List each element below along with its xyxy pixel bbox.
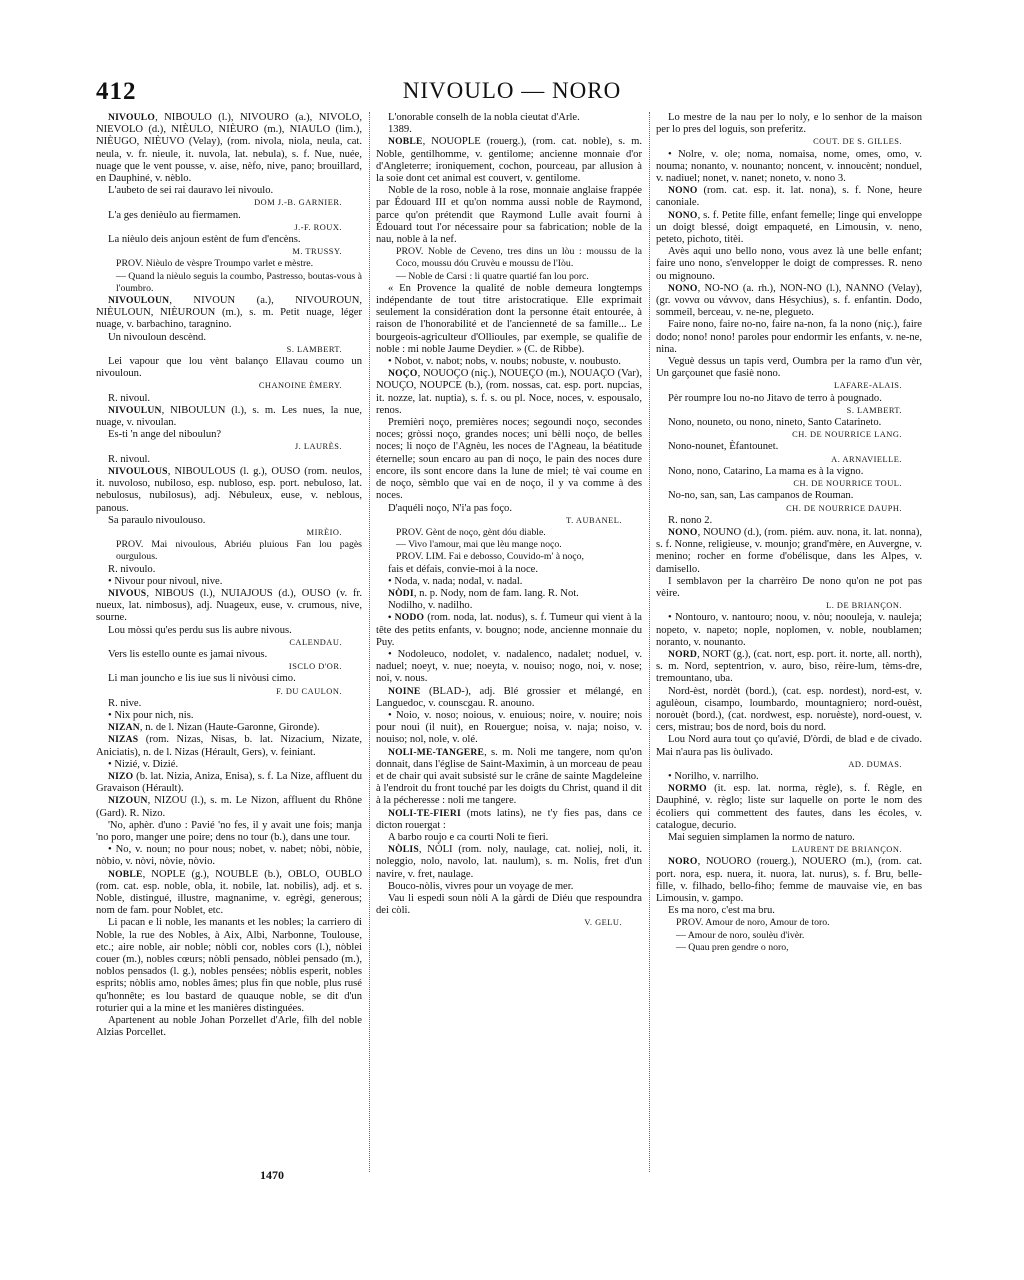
entry-paragraph: • Norilho, v. narrilho. bbox=[668, 770, 759, 782]
entry-paragraph: Nono, nono, Catarino, La mama es à la vigno. bbox=[668, 465, 864, 477]
entry-paragraph: Nono-nounet, Èfantounet. bbox=[668, 441, 779, 453]
entry-paragraph: Apartenent au noble Johan Porzellet d'Arle, filh del noble Alzias Porcellet. bbox=[96, 1015, 362, 1039]
entry-paragraph: NORO, NOUORO (rouerg.), NOUERO (m.), (rom. cat. port. nora, esp. nuera, it. nuora, lat. nurus), s. f. Bru, belle-fille, v. filhado, bello-fiho; femme de mauvaise vie, en bas Limousin, v. gampo. bbox=[656, 856, 922, 904]
entry-paragraph: NIVOULOUS, NIBOULOUS (l. g.), OUSO (rom. neulos, it. nuvoloso, nubiloso, esp. nubloso, esp. port. nebuloso, lat. nebulosus, nubilosus), adj. Nébuleux, euse, v. neblous, panous. bbox=[96, 465, 362, 514]
entry-paragraph: Es-ti 'n ange del niboulun? bbox=[108, 429, 222, 441]
page-header bbox=[96, 78, 928, 110]
entry-paragraph: • Noio, v. noso; noious, v. enuious; noire, v. nouire; nois pour noui (il nuit), en Rouergue; noisa, v. naja; noiso, v. nouiso; nol, nole, v. olé. bbox=[376, 709, 642, 746]
entry-paragraph: L'aubeto de sei rai dauravo lei nivoulo. bbox=[108, 185, 274, 197]
entry-paragraph: — Vivo l'amour, mai que lèu mange noço. bbox=[396, 539, 562, 551]
entry-paragraph: NONO, NO-NO (a. rh.), NON-NO (l.), NANNO (Velay), (gr. νοννα ou νάννον, dans Hésychius), s. f. enfantin. Dodo, sommeil, berceau, v. ne-ne, plegueto. bbox=[656, 282, 922, 319]
entry-paragraph: Vau li espedi soun nòli A la gàrdi de Diéu que respoundra dei còli. bbox=[376, 893, 642, 917]
entry-paragraph: CHANOINE ÈMERY. bbox=[258, 381, 342, 391]
entry-paragraph: LAURENT DE BRIANÇON. bbox=[791, 845, 902, 855]
entry-paragraph: NIZAS (rom. Nizas, Nisas, b. lat. Nizacium, Nizate, Aniciatis), n. de l. Nizas (Hérault, Gers), v. feiniant. bbox=[96, 734, 362, 758]
entry-paragraph: NORD, NORT (g.), (cat. nort, esp. port. it. norte, all. north), s. m. Nord, septentrion, v. auro, biso, rèire-lum, tèms-dre, tremountano, uba. bbox=[656, 648, 922, 685]
entry-paragraph: Sa paraulo nivoulouso. bbox=[108, 514, 206, 526]
entry-paragraph: L'onorable conselh de la nobla cieutat d'Arle. bbox=[388, 112, 580, 123]
entry-paragraph: Faire nono, faire no-no, faire na-non, fa la nono (niç.), faire dodo; nono! nono! paroles pour endormir les enfants, v. ne-ne, nina. bbox=[656, 319, 922, 355]
entry-paragraph: Lou mòssi qu'es perdu sus lis aubre nivous. bbox=[108, 624, 292, 636]
entry-paragraph: J. LAURÈS. bbox=[294, 442, 342, 452]
entry-paragraph: NOBLE, NOPLE (g.), NOUBLE (b.), OBLO, OUBLO (rom. cat. esp. noble, obla, it. nobile, lat. nobilis), adj. et s. Noble, distingué, illustre, magnanime, v. egrègi, generous; nom de fam. pour Noblet, etc. bbox=[96, 868, 362, 917]
entry-paragraph: I semblavon per la charrèiro De nono qu'on ne pot pas vèire. bbox=[656, 575, 922, 599]
entry-paragraph: • Nodoleuco, nodolet, v. nadalenco, nadalet; noduel, v. naduel; noeyt, v. nue; noeyta, v. nouiso; nogo, noi, v. nose; noi, v. nous. bbox=[376, 648, 642, 685]
entry-paragraph: NIZOUN, NIZOU (l.), s. m. Le Nizon, affluent du Rhône (Gard). R. Nizo. bbox=[96, 795, 362, 819]
entry-paragraph: PROV. Mai nivoulous, Abriéu pluious Fan lou pagès ourgulous. bbox=[116, 539, 362, 563]
entry-paragraph: R. nivoul. bbox=[108, 453, 151, 465]
entry-paragraph: • Nizié, v. Dizié. bbox=[108, 758, 179, 770]
entry-paragraph: COUT. DE S. GILLES. bbox=[813, 137, 902, 147]
entry-paragraph: • Nix pour nich, nis. bbox=[108, 709, 194, 721]
entry-paragraph: • Nontouro, v. nantouro; noou, v. nòu; noouleja, v. nauleja; nopeto, v. napeto; nople, noplomen, v. noble, noublamen; noranto, v. nounanto. bbox=[656, 612, 922, 648]
entry-paragraph: Mai seguien simplamen la normo de naturo. bbox=[668, 831, 855, 843]
entry-paragraph: Pèr roumpre lou no-no Jitavo de terro à pougnado. bbox=[668, 392, 882, 404]
entry-paragraph: Li pacan e li noble, les manants et les nobles; la carriero di Noble, la rue des Nobles, à Aix, Albi, Narbonne, Toulouse, etc.; aire noble, air noble; nòbli cor, nobles cors (l.), nòblei couer (m.), nobles cœurs; nòbli pensado, nòblei pensado (m.), noblos pensados (l. g.), nobles pensées; nòblis esperit, nobles esprits; nòblis amo, nobles âmes; plus fin que noble, plus rusé qu'honnête; es lou bastard de quauque noble, se dit d'un roturier qui a la mine et les manières distinguées. bbox=[96, 917, 362, 1014]
entry-paragraph: fais et défais, convie-moi à la noce. bbox=[388, 563, 539, 575]
entry-paragraph: 'No, aphèr. d'uno : Pavié 'no fes, il y avait une fois; manja 'no poro, manger une poire; dens no tour (b.), dans une tour. bbox=[96, 819, 362, 843]
entry-paragraph: NONO, NOUNO (d.), (rom. piém. auv. nona, it. lat. nonna), s. f. Nonne, religieuse, v. mounjo; grand'mère, en Auvergne, v. menino; rocher en forme d'obélisque, dans les Alpes, v. damisello. bbox=[656, 526, 922, 575]
page-number: 412 bbox=[96, 78, 137, 105]
entry-paragraph: V. GELU. bbox=[584, 918, 622, 928]
entry-paragraph: — Quand la nièulo seguis la coumbo, Pastresso, boutas-vous à l'oumbro. bbox=[116, 270, 362, 294]
entry-paragraph: • Nolre, v. ole; noma, nomaisa, nome, omes, omo, v. nouma; nonanto, v. nounanto; noncent, v. innoucènt; nonduel, v. nadiuel; nonet, v. nanet; noneto, v. nono 3. bbox=[656, 148, 922, 185]
entry-paragraph: Nodilho, v. nadilho. bbox=[388, 600, 473, 612]
entry-paragraph: NOLI-ME-TANGERE, s. m. Noli me tangere, nom qu'on donnait, dans l'église de Saint-Maximin, à un morceau de peau et de chair qui avait subsisté sur le crâne de sainte Magdeleine à l'endroit du front touché par les doigts du Christ, quand il dit à la pécheresse : noli me tangere. bbox=[376, 746, 642, 807]
entry-paragraph: Un nivouloun descènd. bbox=[108, 331, 206, 343]
entry-paragraph: NORMO (it. esp. lat. norma, règle), s. f. Règle, en Dauphiné, v. règlo; liste sur laquelle on porte le nom des écoliers qui commettent des fautes, dans les écoles, v. catalogue, decurio. bbox=[656, 783, 922, 831]
entry-paragraph: Lou Nord aura tout ço qu'avié, D'òrdi, de blad e de civado. Mai n'aura pas lis òulivado. bbox=[656, 734, 922, 758]
entry-paragraph: — Amour de noro, soulèu d'ivèr. bbox=[676, 929, 805, 941]
entry-paragraph: • No, v. noun; no pour nous; nobet, v. nabet; nòbi, nòbie, nòbio, v. nòvi, nòvie, nòvio. bbox=[96, 844, 362, 868]
entry-paragraph: Avès aqui uno bello nono, vous avez là une belle enfant; faire uno nono, s'envelopper le doigt de compresses. R. neno ou mignouno. bbox=[656, 246, 922, 282]
entry-paragraph: Lei vapour que lou vènt balanço Ellavau coumo un nivouloun. bbox=[96, 356, 362, 380]
entry-paragraph: L. DE BRIANÇON. bbox=[826, 601, 902, 611]
entry-paragraph: • Nobot, v. nabot; nobs, v. noubs; nobuste, v. noubusto. bbox=[388, 356, 621, 368]
entry-paragraph: R. nivoulo. bbox=[108, 563, 156, 575]
entry-paragraph: Noble de la roso, noble à la rose, monnaie anglaise frappée par Édouard III et qu'on nomma aussi noble de Raymond, parce qu'on prétendit que Raymond Lulle avait fourni à Édouard tout l'or nécessaire pour sa fabrication; noble de la nau, noble à la nef. bbox=[376, 185, 642, 246]
entry-paragraph: NÒDI, n. p. Nody, nom de fam. lang. R. Not. bbox=[388, 587, 579, 599]
entry-paragraph: AD. DUMAS. bbox=[848, 759, 902, 769]
entry-paragraph: — Noble de Carsi : li quatre quartié fan lou porc. bbox=[396, 270, 589, 282]
entry-paragraph: • Nivour pour nivoul, nive. bbox=[108, 575, 223, 587]
entry-paragraph: No-no, san, san, Las campanos de Rouman. bbox=[668, 490, 854, 502]
entry-paragraph: PROV. Amour de noro, Amour de toro. bbox=[676, 917, 830, 929]
entry-paragraph: — Quau pren gendre o noro, bbox=[676, 941, 789, 953]
entry-paragraph: NIVOULO, NIBOULO (l.), NIVOURO (a.), NIVOLO, NIEVOLO (d.), NIÈULO, NIÈURO (m.), NIAULO (lim.), NIÈUGO, NIÈUVO (Velay), (rom. nivola, niola, neula, cat. neula, v. fr. nieule, it. nuvola, lat. nebula), s. f. Nue, nuée, nuage que le vent pousse, v. aise, nèfo, nive, pano; brouillard, en Dauphiné, v. nèblo. bbox=[96, 112, 362, 185]
entry-paragraph: Premièri noço, premières noces; segoundi noço, secondes noces; gròssi noço, grandes noces; uni bèlli noço, de belles noces; li noço de l'Agnèu, les noces de l'Agneau, la béatitude éternelle; soun encaro au pan di noço, le pain des noces dure encore, ils sont encore dans la lune de miel; tè vai coume en de noço, sèmblo que vai en de noço, il y va comme à des noces. bbox=[376, 417, 642, 502]
column-left bbox=[96, 112, 362, 1192]
entry-paragraph: CH. DE NOURRICE LANG. bbox=[792, 430, 902, 440]
entry-paragraph: Nord-èst, nordèt (bord.), (cat. esp. nordest), nord-est, v. agulèoun, cisampo, loumbardo, mountagniero; nord-ouèst, norouèt (bord.), (cat. nordwest, esp. noruèste), nord-ouest, v. cers, mistrau; bos de nord, bois du nord. bbox=[656, 685, 922, 734]
entry-paragraph: R. nivoul. bbox=[108, 392, 151, 404]
entry-paragraph: NIZAN, n. de l. Nizan (Haute-Garonne, Gironde). bbox=[108, 722, 320, 734]
entry-paragraph: A. ARNAVIELLE. bbox=[831, 454, 902, 464]
entry-paragraph: • Noda, v. nada; nodal, v. nadal. bbox=[388, 575, 523, 587]
entry-paragraph: NIVOULOUN, NIVOUN (a.), NIVOUROUN, NIÈULOUN, NIÈUROUN (m.), s. m. Petit nuage, léger nuage, v. barbachino, taragnino. bbox=[96, 295, 362, 331]
signature-mark: 1470 bbox=[260, 1168, 284, 1182]
entry-paragraph: CH. DE NOURRICE TOUL. bbox=[793, 479, 902, 489]
entry-paragraph: D'aquéli noço, N'i'a pas foço. bbox=[388, 502, 512, 514]
column-divider bbox=[369, 112, 370, 1172]
entry-paragraph: R. nive. bbox=[108, 697, 142, 709]
entry-paragraph: NÒLIS, NÒLI (rom. noly, naulage, cat. noliej, noli, it. noleggio, nolo, navolo, lat. naulum), s. m. Nolis, fret d'un navire, v. fret, naulage. bbox=[376, 844, 642, 880]
running-title: NIVOULO — NORO bbox=[402, 78, 622, 103]
entry-paragraph: NOBLE, NOUOPLE (rouerg.), (rom. cat. noble), s. m. Noble, gentilhomme, v. gentilome; ancienne monnaie d'or d'Angleterre; ironiquement, cochon, pourceau, par allusion à la soie dont cet animal est couvert, v. gentilome. bbox=[376, 136, 642, 185]
entry-paragraph: ISCLO D'OR. bbox=[288, 662, 342, 672]
entry-paragraph: NOINE (BLAD-), adj. Blé grossier et mélangé, en Languedoc, v. counscgau. R. anouno. bbox=[376, 685, 642, 709]
entry-paragraph: T. AUBANEL. bbox=[566, 515, 622, 525]
entry-paragraph: CALENDAU. bbox=[289, 637, 342, 647]
entry-paragraph: Vers lis estello ounte es jamai nivous. bbox=[108, 648, 268, 660]
entry-paragraph: NOÇO, NOUOÇO (niç.), NOUEÇO (m.), NOUAÇO (Var), NOUÇO, NOUPCE (b.), (rom. nossas, cat. esp. port. nupcias, it. nozze, lat. nuptia), s. f. s. ou pl. Noce, noces, v. espousalo, renos. bbox=[376, 368, 642, 416]
entry-paragraph: L'a ges denièulo au fiermamen. bbox=[108, 209, 241, 221]
entry-paragraph: PROV. Noble de Ceveno, tres dins un lòu : moussu de la Coco, moussu dóu Cruvèu e moussu de l'Iòu. bbox=[396, 246, 642, 270]
entry-paragraph: DOM J.-B. GARNIER. bbox=[254, 198, 342, 208]
entry-paragraph: LAFARE-ALAIS. bbox=[834, 381, 902, 391]
entry-paragraph: PROV. Nièulo de vèspre Troumpo varlet e mèstre. bbox=[116, 258, 314, 270]
entry-paragraph: J.-F. ROUX. bbox=[294, 222, 342, 232]
entry-paragraph: La nièulo deis anjoun estènt de fum d'encèns. bbox=[108, 234, 301, 246]
entry-paragraph: 1389. bbox=[388, 124, 412, 136]
entry-paragraph: CH. DE NOURRICE DAUPH. bbox=[786, 503, 902, 513]
entry-paragraph: R. nono 2. bbox=[668, 514, 713, 526]
column-divider bbox=[649, 112, 650, 1172]
entry-paragraph: NIVOULUN, NIBOULUN (l.), s. m. Les nues, la nue, nuage, v. nivoulan. bbox=[96, 404, 362, 429]
entry-paragraph: Lo mestre de la nau per lo noly, e lo senhor de la maison per lo pres del loguis, son preferitz. bbox=[656, 112, 922, 136]
entry-paragraph: NONO, s. f. Petite fille, enfant femelle; linge qui enveloppe un doigt blessé, doigt empaqueté, en Limousin, v. neno, peteto, pichoto, titèi. bbox=[656, 209, 922, 246]
entry-paragraph: F. DU CAULON. bbox=[276, 686, 342, 696]
entry-paragraph: PROV. LIM. Fai e debosso, Couvido-m' à noço, bbox=[396, 551, 584, 563]
entry-paragraph: A barbo roujo e ca courti Noli te fieri. bbox=[388, 831, 549, 843]
entry-paragraph: Bouco-nòlis, vivres pour un voyage de mer. bbox=[388, 880, 574, 892]
entry-paragraph: Veguè dessus un tapis verd, Oumbra per la ramo d'un vèr, Un garçounet que fasiè nono. bbox=[656, 356, 922, 380]
entry-paragraph: Li man jouncho e lis iue sus li nivòusi cimo. bbox=[108, 673, 296, 685]
entry-paragraph: M. TRUSSY. bbox=[292, 247, 342, 257]
entry-paragraph: NIVOUS, NIBOUS (l.), NUIAJOUS (d.), OUSO (v. fr. nueux, lat. nimbosus), adj. Nuageux, euse, v. crumous, nive, sourne. bbox=[96, 587, 362, 624]
entry-paragraph: Nono, nouneto, ou nono, nineto, Santo Catarineto. bbox=[668, 417, 882, 429]
entry-paragraph: S. LAMBERT. bbox=[846, 405, 902, 415]
entry-paragraph: NONO (rom. cat. esp. it. lat. nona), s. f. None, heure canoniale. bbox=[656, 185, 922, 209]
entry-paragraph: NOLI-TE-FIERI (mots latins), ne t'y fies pas, dans ce dicton rouergat : bbox=[376, 807, 642, 831]
entry-paragraph: « En Provence la qualité de noble demeura longtemps indépendante de tout titre aristocratique. Elle exprimait seulement la considération dont la personne était entourée, à raison de l'honorabilité et de l'ancienneté de sa famille... Le bourgeois-agriculteur d'Ollioules, par exemple, se qualifie de noble : mi noble Jaume Deydier. » (C. de Ribbe). bbox=[376, 282, 642, 355]
entry-paragraph: PROV. Gènt de noço, gènt dóu diable. bbox=[396, 526, 546, 538]
entry-paragraph: • NODO (rom. noda, lat. nodus), s. f. Tumeur qui vient à la tête des petits enfants, v. bougno; node, ancienne monnaie du Puy. bbox=[376, 612, 642, 648]
column-right bbox=[656, 112, 922, 1192]
entry-paragraph: NIZO (b. lat. Nizia, Aniza, Enisa), s. f. La Nize, affluent du Gravaison (Hérault). bbox=[96, 770, 362, 795]
entry-paragraph: S. LAMBERT. bbox=[286, 344, 342, 354]
entry-paragraph: MIRÈIO. bbox=[306, 527, 342, 537]
entry-paragraph: Es ma noro, c'est ma bru. bbox=[668, 905, 775, 917]
column-middle bbox=[376, 112, 642, 1180]
